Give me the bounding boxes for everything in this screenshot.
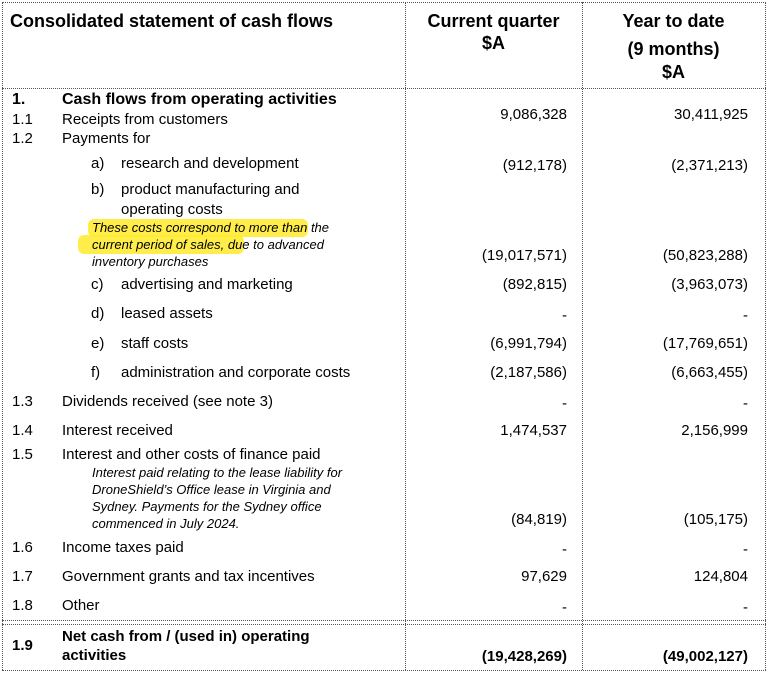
year-to-date-value: -	[743, 307, 748, 324]
sub-item-letter: a)	[91, 155, 105, 172]
current-quarter-value: -	[562, 541, 567, 558]
row-label: Interest received	[62, 422, 173, 439]
year-to-date-total: (49,002,127)	[662, 648, 748, 665]
sub-item-letter: d)	[91, 305, 105, 322]
sub-item-label: operating costs	[121, 201, 223, 218]
row-label: Interest and other costs of finance paid	[62, 446, 321, 463]
row-label: Payments for	[62, 130, 151, 147]
total-row-divider	[2, 620, 766, 621]
current-quarter-heading: Current quarter	[427, 11, 560, 31]
year-to-date-heading: Year to date	[622, 11, 725, 31]
row-number: 1.4	[12, 422, 33, 439]
header-divider	[2, 88, 766, 89]
right-border	[765, 2, 766, 670]
annotation-note: Sydney. Payments for the Sydney office	[92, 499, 322, 514]
row-number: 1.9	[12, 637, 33, 654]
current-quarter-value: (84,819)	[511, 511, 567, 528]
current-quarter-unit: $A	[481, 33, 505, 53]
current-quarter-value: (2,187,586)	[490, 364, 567, 381]
row-number: 1.5	[12, 446, 33, 463]
sub-item-label: staff costs	[121, 335, 189, 352]
year-to-date-value: (6,663,455)	[671, 364, 748, 381]
current-quarter-value: -	[562, 395, 567, 412]
row-label: Other	[62, 597, 100, 614]
current-quarter-value: (892,815)	[502, 276, 567, 293]
left-border	[2, 2, 3, 670]
year-to-date-value: 124,804	[693, 568, 748, 585]
row-number: 1.6	[12, 539, 33, 556]
current-quarter-value: (6,991,794)	[490, 335, 567, 352]
section-heading: Cash flows from operating activities	[62, 91, 337, 108]
annotation-note: Interest paid relating to the lease liability for	[92, 465, 343, 480]
table-top-border	[2, 2, 766, 3]
sub-item-label: administration and corporate costs	[121, 364, 351, 381]
annotation-note: current period of sales, due to advanced	[92, 237, 324, 252]
current-quarter-value: -	[562, 307, 567, 324]
row-number: 1.3	[12, 393, 33, 410]
current-quarter-value: (912,178)	[502, 157, 567, 174]
year-to-date-period: (9 months)	[627, 39, 720, 59]
annotation-note: inventory purchases	[92, 254, 209, 269]
current-quarter-value: 9,086,328	[500, 106, 567, 123]
total-row-label: Net cash from / (used in) operating	[62, 628, 310, 645]
current-quarter-value: (19,017,571)	[481, 247, 567, 264]
sub-item-label: product manufacturing and	[121, 181, 300, 198]
current-quarter-total: (19,428,269)	[481, 648, 567, 665]
year-to-date-value: -	[743, 599, 748, 616]
year-to-date-value: 2,156,999	[681, 422, 748, 439]
sub-item-letter: b)	[91, 181, 105, 198]
table-title: Consolidated statement of cash flows	[10, 11, 334, 31]
row-label: Dividends received (see note 3)	[62, 393, 273, 410]
year-to-date-unit: $A	[661, 62, 685, 82]
sub-item-letter: f)	[91, 364, 101, 381]
year-to-date-value: (17,769,651)	[662, 335, 748, 352]
year-to-date-value: (50,823,288)	[662, 247, 748, 264]
table-bottom-border	[2, 670, 766, 671]
row-number: 1.	[12, 91, 26, 108]
sub-item-letter: c)	[91, 276, 104, 293]
row-label: Government grants and tax incentives	[62, 568, 315, 585]
row-number: 1.7	[12, 568, 33, 585]
year-to-date-value: -	[743, 395, 748, 412]
total-row-label: activities	[62, 647, 127, 664]
row-number: 1.1	[12, 111, 33, 128]
year-to-date-value: 30,411,925	[674, 106, 748, 123]
row-number: 1.8	[12, 597, 33, 614]
year-to-date-value: (3,963,073)	[671, 276, 748, 293]
row-number: 1.2	[12, 130, 33, 147]
current-quarter-value: 1,474,537	[500, 422, 567, 439]
annotation-note: commenced in July 2024.	[92, 516, 240, 531]
annotation-note: These costs correspond to more than the	[92, 220, 330, 235]
year-to-date-value: (2,371,213)	[671, 157, 748, 174]
year-to-date-value: (105,175)	[683, 511, 748, 528]
row-label: Income taxes paid	[62, 539, 184, 556]
total-row-divider-2	[2, 624, 766, 625]
row-label: Receipts from customers	[62, 111, 228, 128]
annotation-note: DroneShield’s Office lease in Virginia and	[92, 482, 331, 497]
sub-item-label: advertising and marketing	[121, 276, 293, 293]
sub-item-label: research and development	[121, 155, 299, 172]
year-to-date-value: -	[743, 541, 748, 558]
current-quarter-value: 97,629	[521, 568, 567, 585]
current-quarter-value: -	[562, 599, 567, 616]
sub-item-label: leased assets	[121, 305, 213, 322]
sub-item-letter: e)	[91, 335, 105, 352]
